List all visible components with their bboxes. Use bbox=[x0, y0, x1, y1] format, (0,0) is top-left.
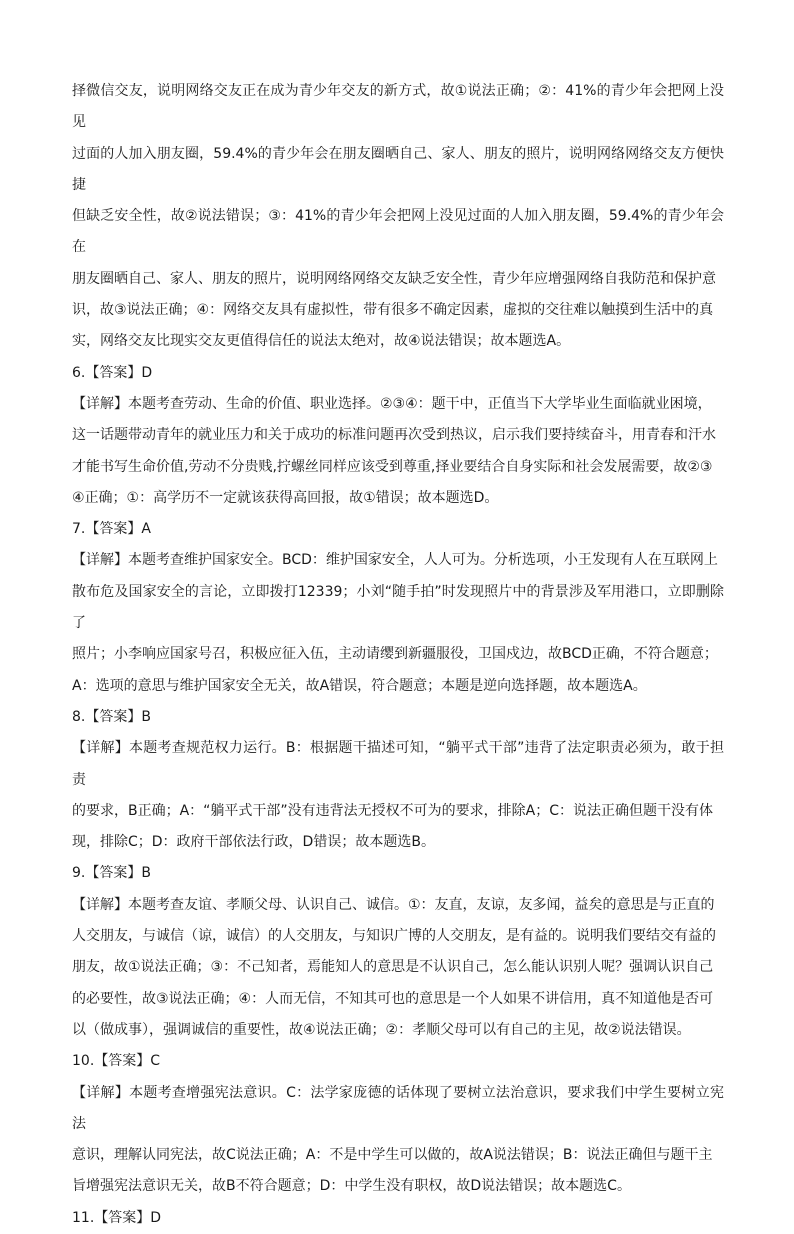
text-line: 【详解】本题考查规范权力运行。B：根据题干描述可知，“躺平式干部”违背了法定职责必须为，敢于担责 bbox=[72, 740, 724, 788]
text-line: 意识，理解认同宪法，故C说法正确；A：不是中学生可以做的，故A说法错误；B：说法正确但与题干主 bbox=[72, 1147, 713, 1164]
answer-heading: 6.【答案】D bbox=[72, 364, 153, 381]
text-line: 择微信交友，说明网络交友正在成为青少年交友的新方式，故①说法正确；②：41%的青少年会把网上没见 bbox=[72, 83, 724, 131]
text-line: 散布危及国家安全的言论，立即拨打12339；小刘“随手拍”时发现照片中的背景涉及军用港口，立即删除了 bbox=[72, 583, 724, 632]
text-line: 【详解】本题考查维护国家安全。BCD：维护国家安全，人人可为。分析选项，小王发现有人在互联网上 bbox=[72, 552, 718, 569]
answer-heading: 9.【答案】B bbox=[72, 865, 151, 882]
answer-heading: 7.【答案】A bbox=[72, 521, 151, 538]
text-line: 才能书写生命价值,劳动不分贵贱,拧螺丝同样应该受到尊重,择业要结合自身实际和社会发展需要，故②③ bbox=[72, 458, 713, 475]
answer-heading: 11.【答案】D bbox=[72, 1209, 162, 1226]
text-line: 人交朋友，与诚信（谅，诚信）的人交朋友，与知识广博的人交朋友，是有益的。说明我们要结交有益的 bbox=[72, 928, 716, 945]
text-line: 【详解】本题考查劳动、生命的价值、职业选择。②③④：题干中，正值当下大学毕业生面临就业困境， bbox=[72, 395, 712, 412]
answer-heading: 10.【答案】C bbox=[72, 1053, 161, 1070]
text-line: 现，排除C；D：政府干部依法行政，D错误；故本题选B。 bbox=[72, 834, 435, 851]
text-line: 【详解】本题考查友谊、孝顺父母、认识自己、诚信。①：友直，友谅，友多闻，益矣的意思是与正直的 bbox=[72, 896, 715, 913]
text-line: 的必要性，故③说法正确；④：人而无信，不知其可也的意思是一个人如果不讲信用，真不知道他是否可 bbox=[72, 990, 714, 1007]
text-line: A：选项的意思与维护国家安全无关，故A错误，符合题意；本题是逆向选择题，故本题选A。 bbox=[72, 677, 647, 694]
text-line: 但缺乏安全性，故②说法错误；③：41%的青少年会把网上没见过面的人加入朋友圈，59.4%的青少年会在 bbox=[72, 208, 724, 256]
text-line: 旨增强宪法意识无关，故B不符合题意；D：中学生没有职权，故D说法错误；故本题选C。 bbox=[72, 1178, 631, 1195]
text-line: 实，网络交友比现实交友更值得信任的说法太绝对，故④说法错误；故本题选A。 bbox=[72, 333, 571, 350]
text-line: 朋友，故①说法正确；③：不己知者，焉能知人的意思是不认识自己，怎么能认识别人呢？强调认识自己 bbox=[72, 959, 714, 976]
document-page bbox=[72, 76, 724, 1234]
text-line: 【详解】本题考查增强宪法意识。C：法学家庞德的话体现了要树立法治意识，要求我们中学生要树立宪法 bbox=[72, 1084, 724, 1132]
text-line: 以（做成事），强调诚信的重要性，故④说法正确；②：孝顺父母可以有自己的主见，故②说法错误。 bbox=[72, 1021, 691, 1038]
text-line: 过面的人加入朋友圈，59.4%的青少年会在朋友圈晒自己、家人、朋友的照片，说明网络网络交友方便快捷 bbox=[72, 145, 724, 193]
text-line: 照片；小李响应国家号召，积极应征入伍，主动请缨到新疆服役，卫国戍边，故BCD正确，不符合题意； bbox=[72, 646, 718, 663]
text-line: ④正确；①：高学历不一定就该获得高回报，故①错误；故本题选D。 bbox=[72, 489, 499, 506]
answer-heading: 8.【答案】B bbox=[72, 708, 151, 725]
text-line: 朋友圈晒自己、家人、朋友的照片，说明网络网络交友缺乏安全性，青少年应增强网络自我防范和保护意 bbox=[72, 270, 716, 287]
text-line: 这一话题带动青年的就业压力和关于成功的标准问题再次受到热议，启示我们要持续奋斗，用青春和汗水 bbox=[72, 427, 716, 444]
text-line: 识，故③说法正确；④：网络交友具有虚拟性，带有很多不确定因素，虚拟的交往难以触摸到生活中的真 bbox=[72, 302, 714, 319]
text-line: 的要求，B正确；A：“躺平式干部”没有违背法无授权不可为的要求，排除A；C：说法正确但题干没有体 bbox=[72, 802, 714, 819]
